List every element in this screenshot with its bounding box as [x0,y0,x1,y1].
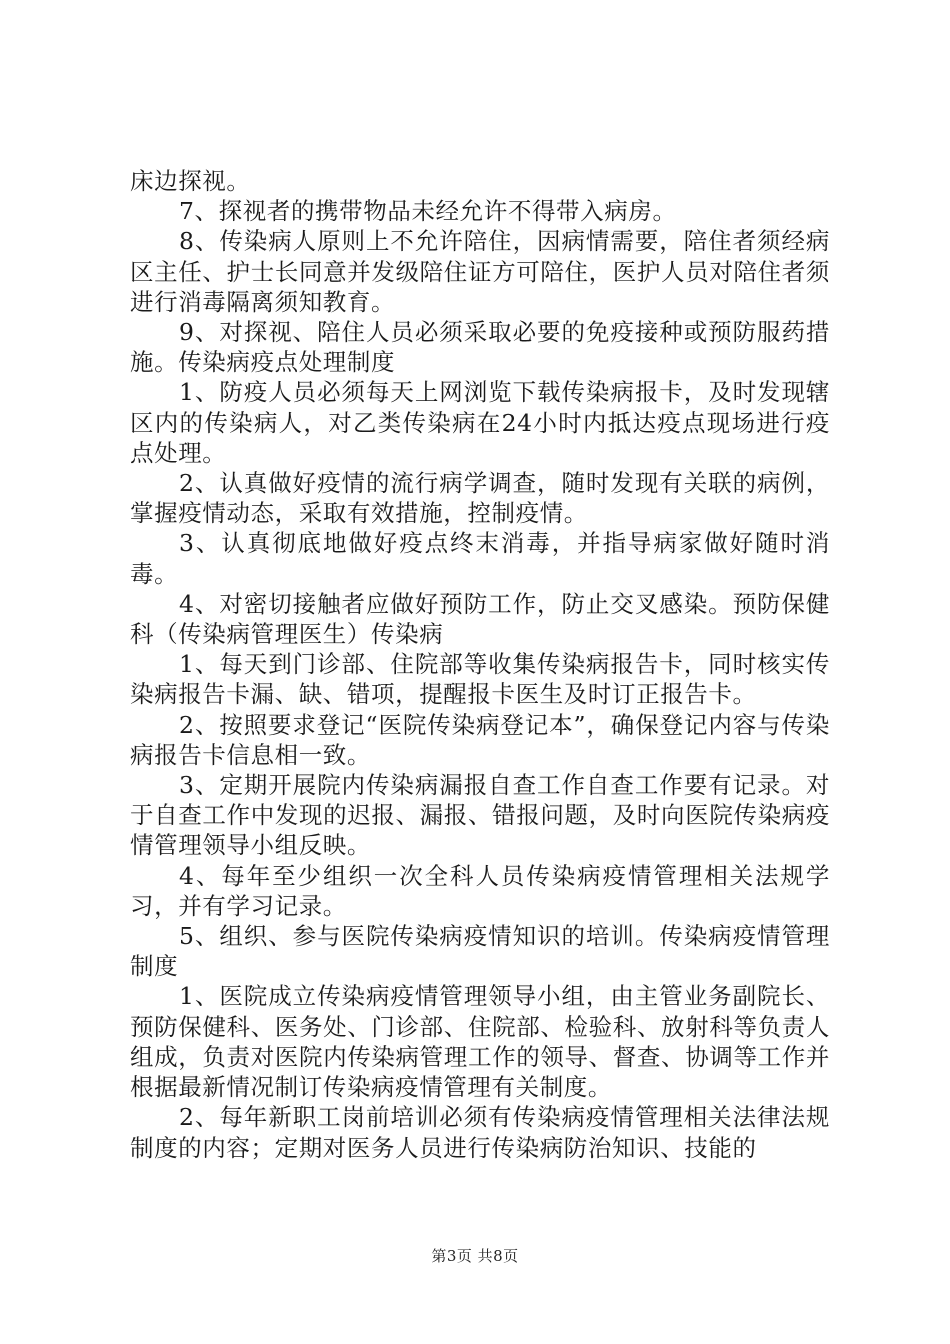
paragraph: 床边探视。 [130,167,251,195]
paragraph: 4、对密切接触者应做好预防工作，防止交叉感染。预防保健科（传染病管理医生）传染病 [130,589,830,649]
paragraph: 5、组织、参与医院传染病疫情知识的培训。传染病疫情管理制度 [130,922,830,981]
paragraph: 8、传染病人原则上不允许陪住，因病情需要，陪住者须经病区主任、护士长同意并发级陪住证方可陪住，医护人员对陪住者须进行消毒隔离须知教育。 [130,227,830,316]
page-number-footer: 第3页 共8页 [431,1247,519,1265]
paragraph: 1、防疫人员必须每天上网浏览下载传染病报卡，及时发现辖区内的传染病人，对乙类传染病在24小时内抵达疫点现场进行疫点处理。 [130,378,830,467]
paragraph: 2、认真做好疫情的流行病学调查，随时发现有关联的病例，掌握疫情动态，采取有效措施，控制疫情。 [130,469,830,528]
document-body [130,166,830,1163]
paragraph: 4、每年至少组织一次全科人员传染病疫情管理相关法规学习，并有学习记录。 [130,861,830,920]
paragraph: 3、认真彻底地做好疫点终末消毒，并指导病家做好随时消毒。 [130,529,830,588]
paragraph: 3、定期开展院内传染病漏报自查工作自查工作要有记录。对于自查工作中发现的迟报、漏报、错报问题，及时向医院传染病疫情管理领导小组反映。 [130,771,830,860]
paragraph: 2、按照要求登记“医院传染病登记本”，确保登记内容与传染病报告卡信息相一致。 [130,710,830,769]
paragraph: 7、探视者的携带物品未经允许不得带入病房。 [179,197,677,226]
paragraph: 1、医院成立传染病疫情管理领导小组，由主管业务副院长、预防保健科、医务处、门诊部、住院部、检验科、放射科等负责人组成，负责对医院内传染病管理工作的领导、督查、协调等工作并根据最新情况制订传染病疫情管理有关制度。 [130,982,830,1102]
paragraph: 2、每年新职工岗前培训必须有传染病疫情管理相关法律法规制度的内容；定期对医务人员进行传染病防治知识、技能的 [130,1103,830,1162]
paragraph: 1、每天到门诊部、住院部等收集传染病报告卡，同时核实传染病报告卡漏、缺、错项，提醒报卡医生及时订正报告卡。 [130,650,830,709]
paragraph: 9、对探视、陪住人员必须采取必要的免疫接种或预防服药措施。传染病疫点处理制度 [130,318,830,377]
